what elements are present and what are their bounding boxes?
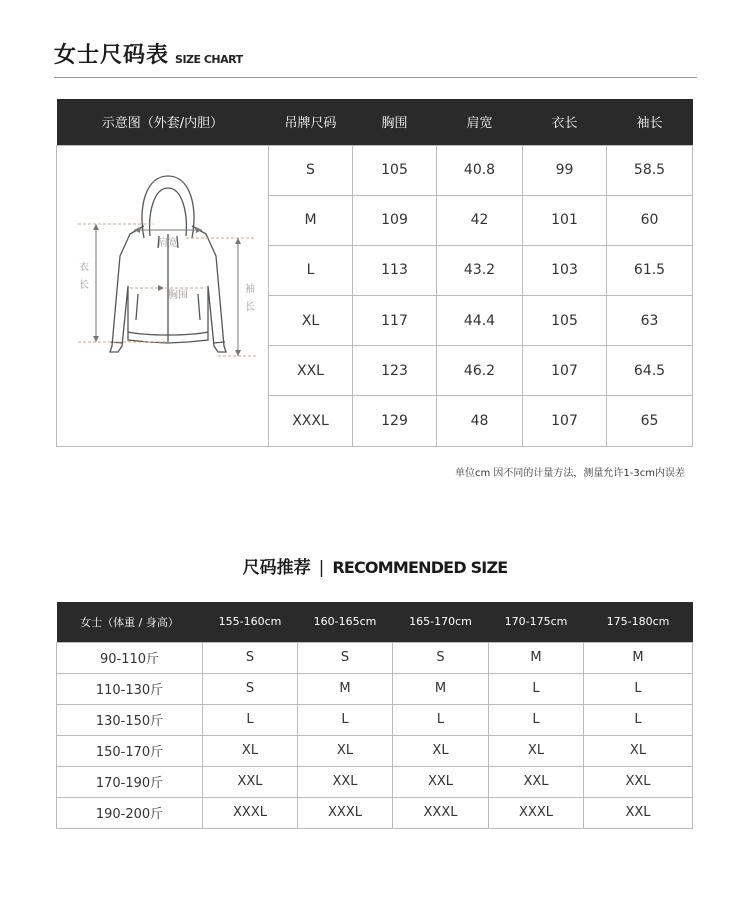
size-cell: S <box>393 642 489 673</box>
size-chart-header-row <box>57 99 693 145</box>
jacket-diagram-icon <box>58 146 268 442</box>
tag-size-cell: S <box>269 145 353 195</box>
size-cell: L <box>489 704 584 735</box>
weight-cell: 90-110斤 <box>57 642 203 673</box>
table-row <box>57 766 693 797</box>
header-height-range: 165-170cm <box>393 602 489 642</box>
sleeve-cell: 63 <box>607 295 693 345</box>
table-row <box>57 735 693 766</box>
jacket-diagram-cell <box>57 145 269 446</box>
table-row <box>57 797 693 828</box>
size-cell: S <box>203 673 298 704</box>
header-height-range: 155-160cm <box>203 602 298 642</box>
size-cell: XXL <box>298 766 393 797</box>
sleeve-label-2: 长 <box>244 301 255 313</box>
size-cell: XL <box>203 735 298 766</box>
size-cell: XXXL <box>393 797 489 828</box>
sleeve-cell: 60 <box>607 195 693 245</box>
size-cell: XXL <box>203 766 298 797</box>
size-cell: XL <box>489 735 584 766</box>
recommend-title <box>0 553 750 578</box>
chest-cell: 123 <box>353 346 437 396</box>
sleeve-cell: 61.5 <box>607 245 693 295</box>
table-row <box>57 145 693 195</box>
page-header <box>54 42 243 70</box>
size-cell: XL <box>298 735 393 766</box>
header-tag-size: 吊牌尺码 <box>269 99 353 145</box>
size-cell: XXL <box>393 766 489 797</box>
header-weight-height: 女士（体重 / 身高） <box>57 602 203 642</box>
size-cell: L <box>203 704 298 735</box>
tag-size-cell: XXXL <box>269 396 353 446</box>
size-cell: M <box>298 673 393 704</box>
sleeve-cell: 58.5 <box>607 145 693 195</box>
recommend-title-en: RECOMMENDED SIZE <box>332 558 508 577</box>
weight-cell: 150-170斤 <box>57 735 203 766</box>
size-cell: M <box>393 673 489 704</box>
tag-size-cell: M <box>269 195 353 245</box>
size-cell: L <box>584 704 693 735</box>
shoulder-label: 肩宽 <box>157 237 178 249</box>
weight-cell: 190-200斤 <box>57 797 203 828</box>
size-cell: L <box>584 673 693 704</box>
recommend-title-cn: 尺码推荐 <box>242 558 311 578</box>
chest-cell: 129 <box>353 396 437 446</box>
header-chest: 胸围 <box>353 99 437 145</box>
header-length: 衣长 <box>523 99 607 145</box>
size-cell: XL <box>584 735 693 766</box>
length-cell: 101 <box>523 195 607 245</box>
header-diagram: 示意图（外套/内胆） <box>57 99 269 145</box>
title-divider <box>54 77 697 78</box>
length-label-1: 衣 <box>78 261 89 273</box>
measurement-note: 单位cm 因不同的计量方法，测量允许1-3cm内误差 <box>455 468 685 479</box>
table-row <box>57 704 693 735</box>
chest-cell: 105 <box>353 145 437 195</box>
page-subtitle: SIZE CHART <box>175 53 243 66</box>
shoulder-cell: 46.2 <box>437 346 523 396</box>
tag-size-cell: XXL <box>269 346 353 396</box>
shoulder-cell: 42 <box>437 195 523 245</box>
shoulder-cell: 40.8 <box>437 145 523 195</box>
sleeve-cell: 65 <box>607 396 693 446</box>
sleeve-label-1: 袖 <box>244 283 255 295</box>
chest-cell: 113 <box>353 245 437 295</box>
length-label-2: 长 <box>78 279 89 291</box>
size-cell: S <box>203 642 298 673</box>
table-row <box>57 673 693 704</box>
recommend-title-separator: | <box>318 558 325 578</box>
page-title: 女士尺码表 <box>54 43 170 68</box>
recommend-header-row <box>57 602 693 642</box>
length-cell: 103 <box>523 245 607 295</box>
size-cell: L <box>489 673 584 704</box>
weight-cell: 110-130斤 <box>57 673 203 704</box>
size-cell: XL <box>393 735 489 766</box>
size-cell: XXL <box>584 766 693 797</box>
size-cell: XXL <box>584 797 693 828</box>
sleeve-cell: 64.5 <box>607 346 693 396</box>
chest-label: 胸围 <box>167 289 188 301</box>
size-chart-table <box>56 99 693 447</box>
size-cell: L <box>298 704 393 735</box>
size-cell: S <box>298 642 393 673</box>
size-cell: XXXL <box>203 797 298 828</box>
chest-cell: 117 <box>353 295 437 345</box>
chest-cell: 109 <box>353 195 437 245</box>
length-cell: 99 <box>523 145 607 195</box>
header-height-range: 175-180cm <box>584 602 693 642</box>
shoulder-cell: 48 <box>437 396 523 446</box>
size-cell: M <box>489 642 584 673</box>
header-sleeve: 袖长 <box>607 99 693 145</box>
shoulder-cell: 43.2 <box>437 245 523 295</box>
size-cell: XXL <box>489 766 584 797</box>
header-shoulder: 肩宽 <box>437 99 523 145</box>
length-cell: 107 <box>523 346 607 396</box>
shoulder-cell: 44.4 <box>437 295 523 345</box>
size-cell: M <box>584 642 693 673</box>
weight-cell: 170-190斤 <box>57 766 203 797</box>
length-cell: 105 <box>523 295 607 345</box>
tag-size-cell: XL <box>269 295 353 345</box>
header-height-range: 170-175cm <box>489 602 584 642</box>
header-height-range: 160-165cm <box>298 602 393 642</box>
weight-cell: 130-150斤 <box>57 704 203 735</box>
size-cell: XXXL <box>489 797 584 828</box>
table-row <box>57 642 693 673</box>
length-cell: 107 <box>523 396 607 446</box>
size-cell: L <box>393 704 489 735</box>
tag-size-cell: L <box>269 245 353 295</box>
recommend-table <box>56 602 693 829</box>
size-cell: XXXL <box>298 797 393 828</box>
